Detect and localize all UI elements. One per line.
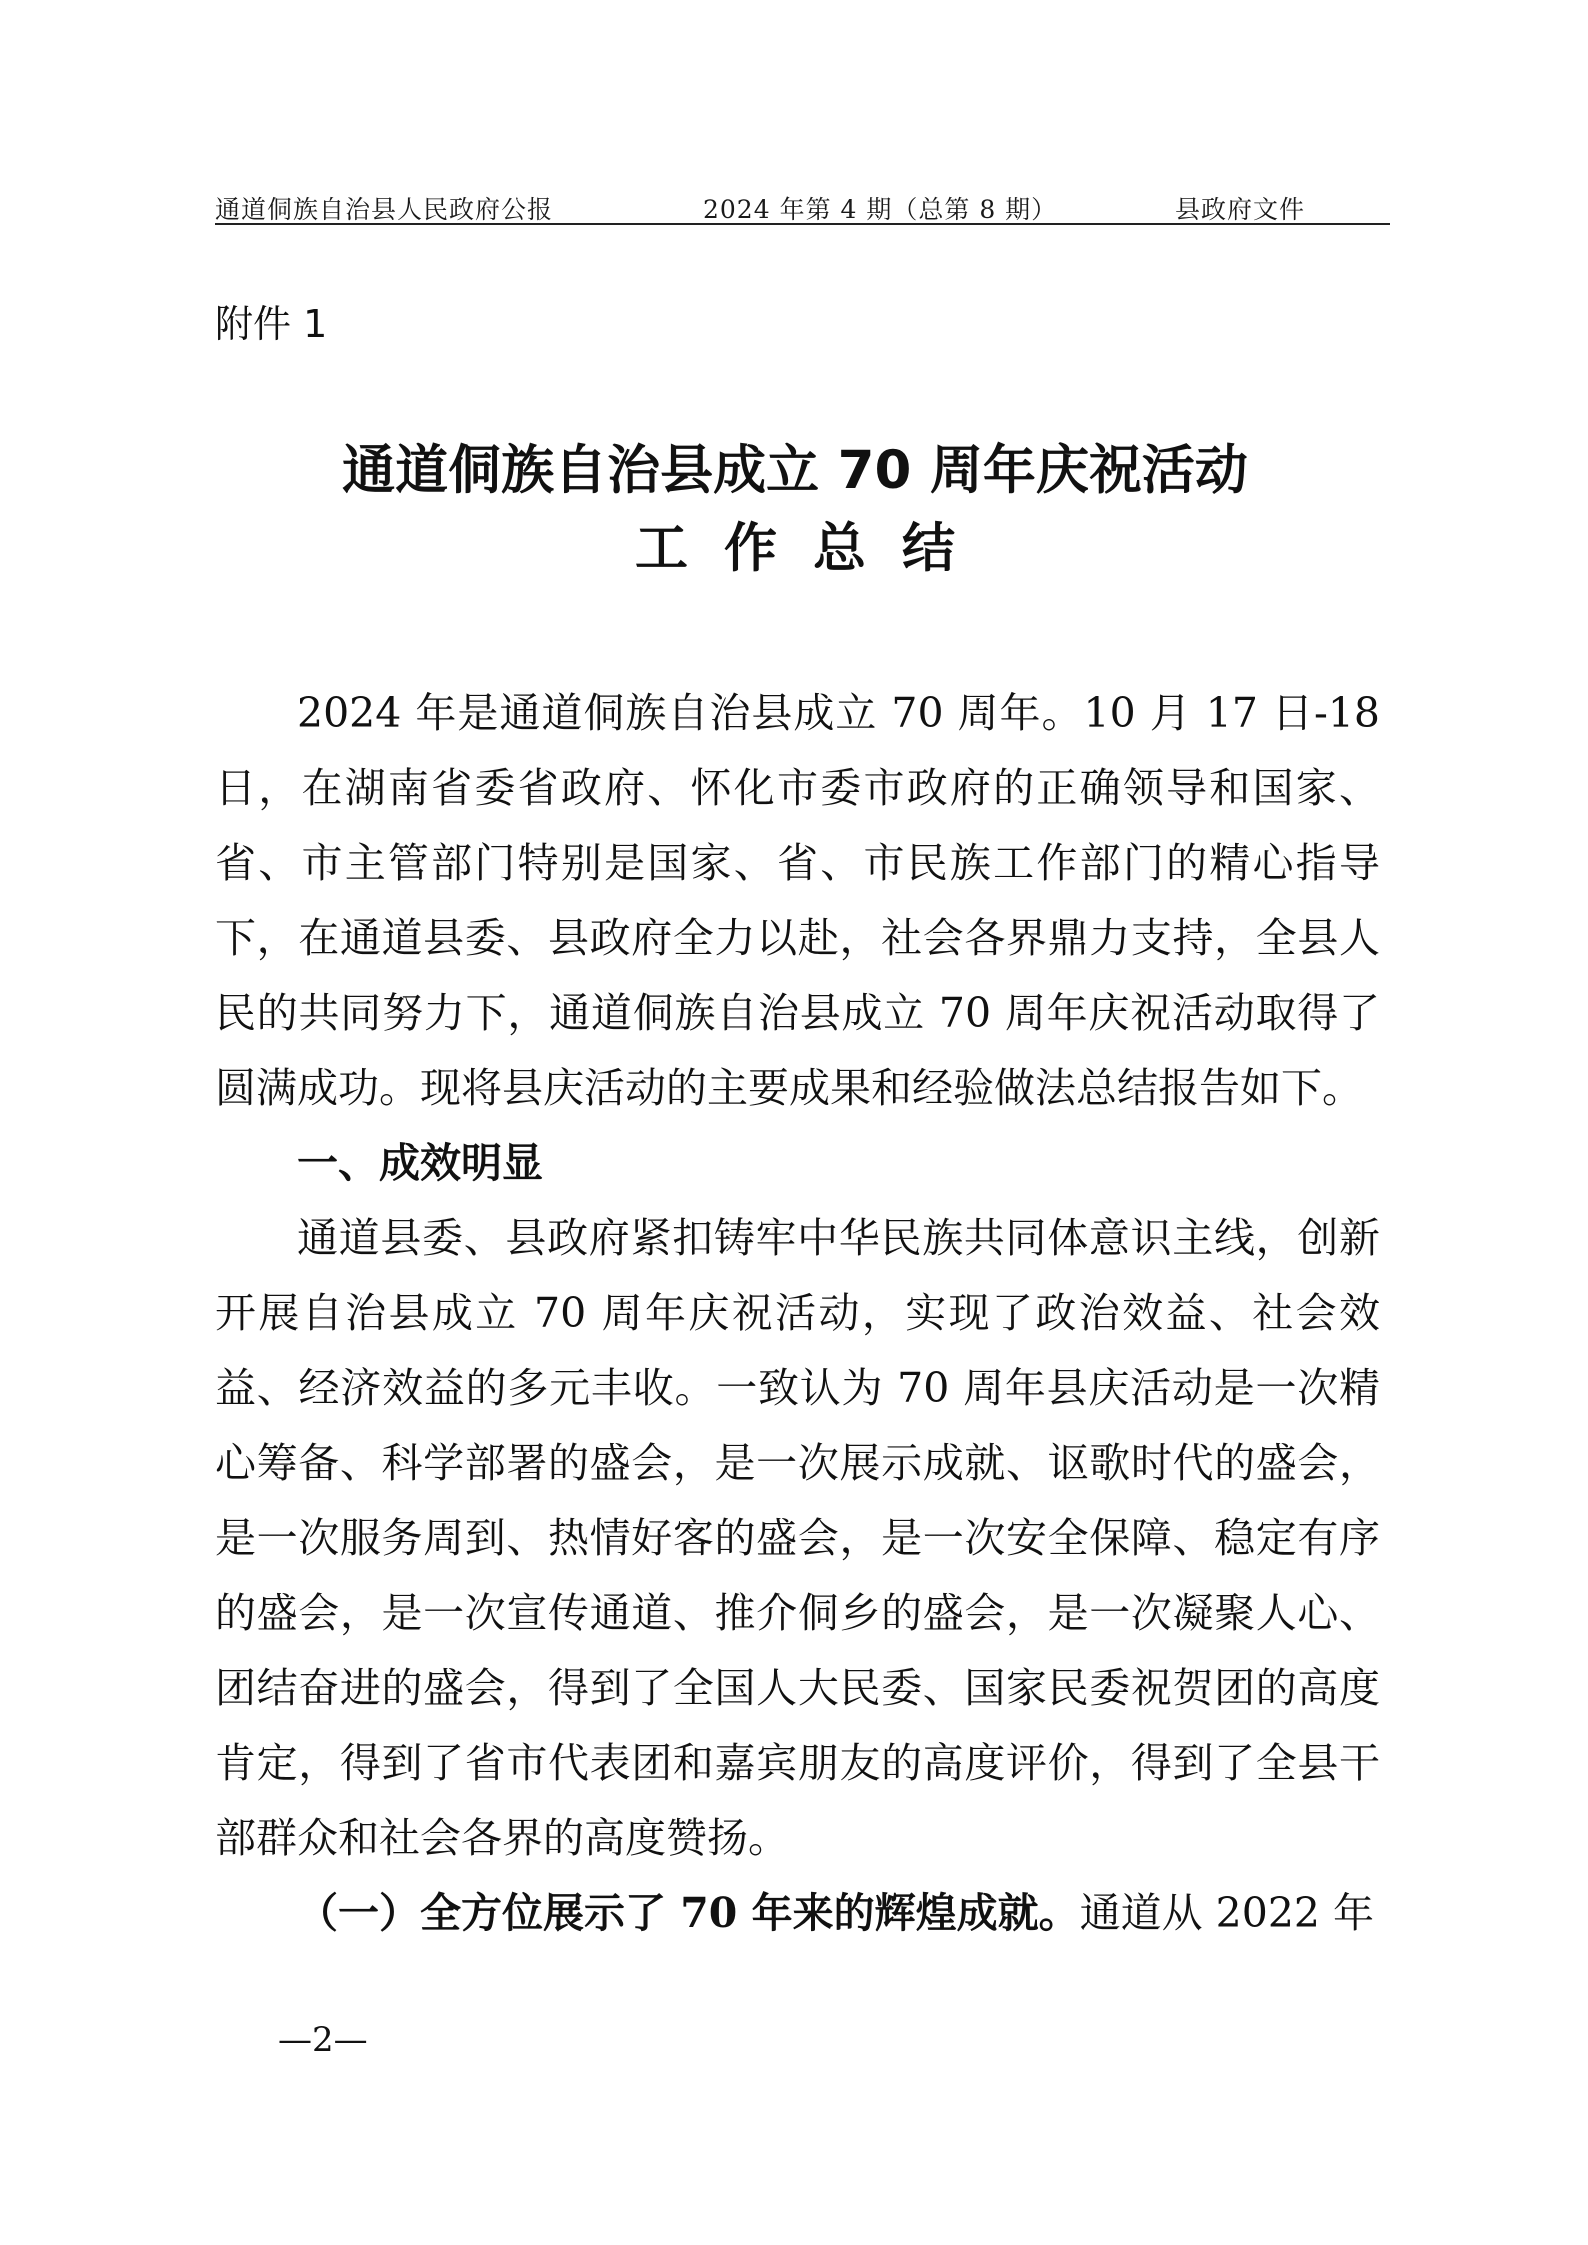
section-1-paragraph: 通道县委、县政府紧扣铸牢中华民族共同体意识主线，创新开展自治县成立 70 周年庆祝活动，实现了政治效益、社会效益、经济效益的多元丰收。一致认为 70 周年县庆活动是一次精心筹备、科学部署的盛会，是一次展示成就、讴歌时代的盛会，是一次服务周到、热情好客的盛会，是一次安全保障、稳定有序的盛会，是一次宣传通道、推介侗乡的盛会，是一次凝聚人心、团结奋进的盛会，得到了全国人大民委、国家民委祝贺团的高度肯定，得到了省市代表团和嘉宾朋友的高度评价，得到了全县干部群众和社会各界的高度赞扬。	[215, 1214, 1380, 1862]
header-rule	[215, 223, 1390, 225]
subsection-1-text: 通道从 2022 年	[1079, 1889, 1375, 1937]
intro-paragraph: 2024 年是通道侗族自治县成立 70 周年。10 月 17 日-18 日，在湖南省委省政府、怀化市委市政府的正确领导和国家、省、市主管部门特别是国家、省、市民族工作部门的精心指导下，在通道县委、县政府全力以赴，社会各界鼎力支持，全县人民的共同努力下，通道侗族自治县成立 70 周年庆祝活动取得了圆满成功。现将县庆活动的主要成果和经验做法总结报告如下。	[215, 689, 1380, 1112]
document-body	[215, 676, 1380, 1951]
header-issue-number: 2024 年第 4 期（总第 8 期）	[703, 195, 1058, 224]
page-number: —2—	[278, 2020, 368, 2060]
subsection-1-lead: （一）全方位展示了 70 年来的辉煌成就。	[297, 1889, 1080, 1937]
document-title	[215, 432, 1375, 588]
attachment-label: 附件 1	[215, 302, 328, 346]
document-title-line-2: 工作总结	[635, 518, 991, 579]
header-category: 县政府文件	[1175, 195, 1306, 224]
header-publication-name: 通道侗族自治县人民政府公报	[215, 195, 554, 224]
section-heading-1: 一、成效明显	[297, 1139, 543, 1187]
document-title-line-1: 通道侗族自治县成立 70 周年庆祝活动	[342, 440, 1248, 501]
subsection-1-paragraph	[215, 1876, 1380, 1951]
